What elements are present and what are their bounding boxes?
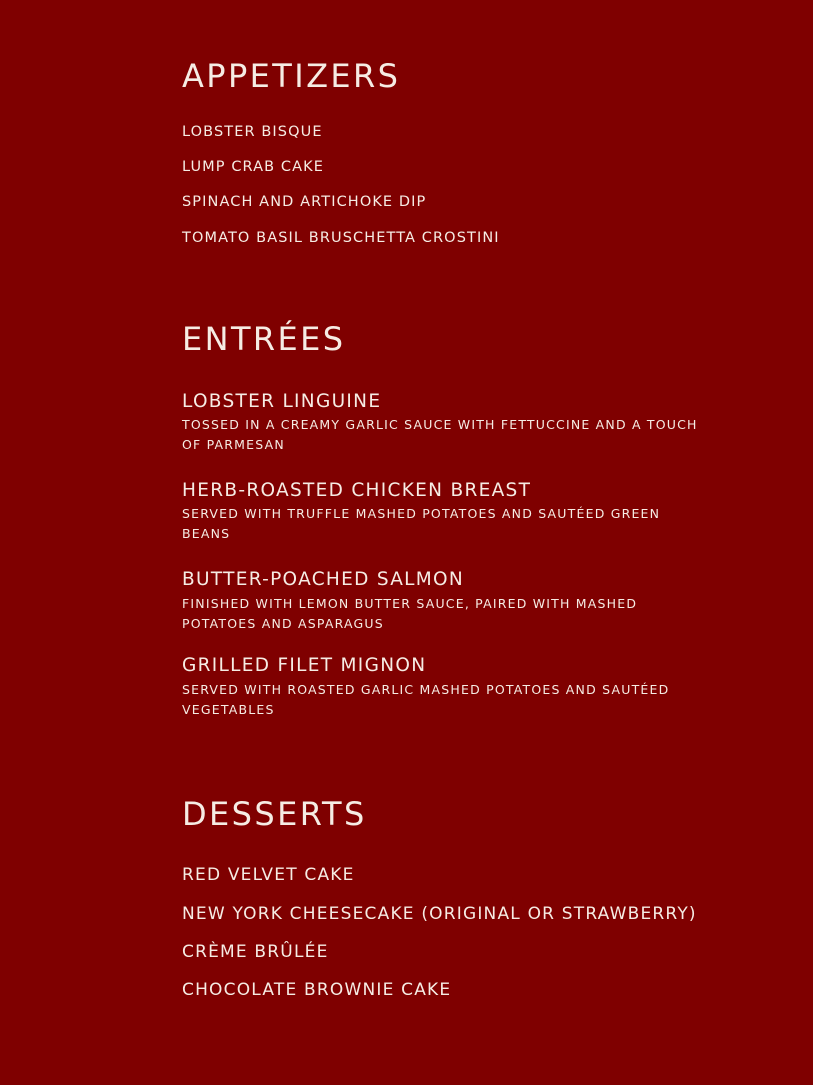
dessert-item: NEW YORK CHEESECAKE (ORIGINAL OR STRAWBERRY) [182,904,697,924]
entree-name: BUTTER-POACHED SALMON [182,569,465,590]
appetizer-item: LUMP CRAB CAKE [182,159,325,175]
dessert-item: RED VELVET CAKE [182,865,355,885]
entree-name: LOBSTER LINGUINE [182,391,382,412]
entree-description: TOSSED IN A CREAMY GARLIC SAUCE WITH FETTUCCINE AND A TOUCH OF PARMESAN [182,417,698,452]
entree-description: SERVED WITH TRUFFLE MASHED POTATOES AND SAUTÉED GREEN BEANS [182,506,661,541]
desserts-heading: DESSERTS [182,795,367,833]
appetizer-item: SPINACH AND ARTICHOKE DIP [182,194,427,210]
dessert-item: CRÈME BRÛLÉE [182,942,329,962]
appetizer-item: TOMATO BASIL BRUSCHETTA CROSTINI [182,230,500,246]
entree-description: FINISHED WITH LEMON BUTTER SAUCE, PAIRED WITH MASHED POTATOES AND ASPARAGUS [182,596,638,631]
entree-description: SERVED WITH ROASTED GARLIC MASHED POTATOES AND SAUTÉED VEGETABLES [182,682,670,717]
entrees-heading: ENTRÉES [182,320,346,358]
entree-name: GRILLED FILET MIGNON [182,655,427,676]
appetizers-heading: APPETIZERS [182,57,401,95]
dessert-item: CHOCOLATE BROWNIE CAKE [182,980,452,1000]
appetizer-item: LOBSTER BISQUE [182,124,323,140]
entree-name: HERB-ROASTED CHICKEN BREAST [182,480,532,501]
